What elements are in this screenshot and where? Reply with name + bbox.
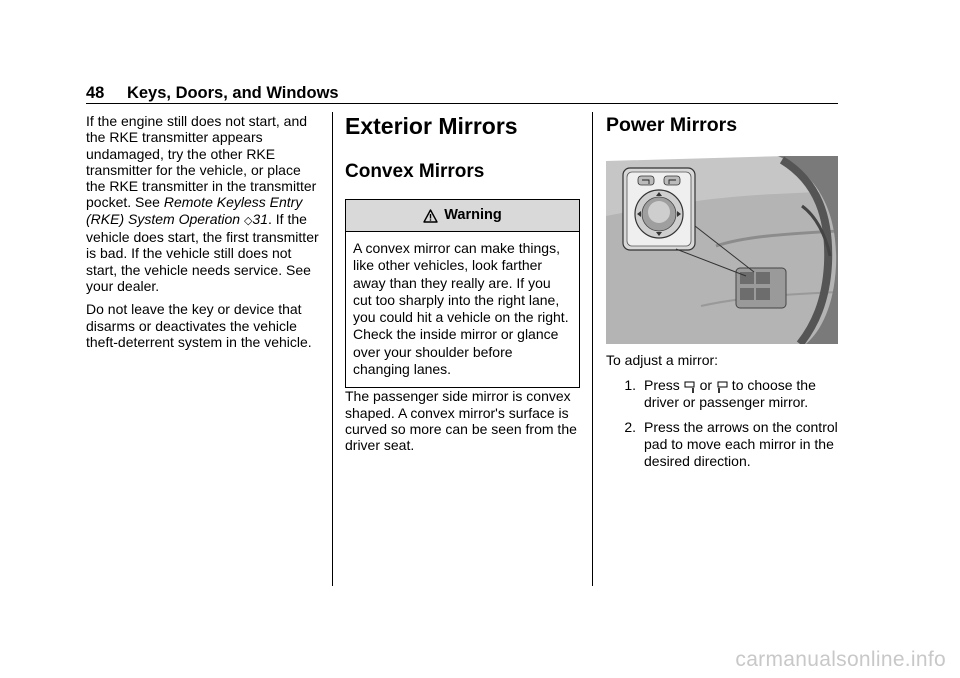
list-item: [606, 377, 841, 411]
power-mirror-control-illustration: [606, 156, 838, 344]
warning-triangle-icon: [423, 209, 438, 223]
page-number: 48: [86, 84, 105, 102]
column-2: [345, 113, 580, 461]
page-header: [86, 84, 339, 103]
column-divider-2: [592, 112, 593, 586]
section-title: Keys, Doors, and Windows: [126, 84, 339, 102]
paragraph-engine-start: If the engine still does not start, and the RKE transmitter appears undamaged, try the other RKE transmitter for the vehicle, or place the RKE transmitter in the transmitter pocket. See Remote Keyless Entry (RKE) System Operation ◇31. If the vehicle does start, the first transmitter is bad. If the vehicle still does not start, the vehicle needs service. See your dealer.: [86, 113, 319, 294]
heading-convex-mirrors: Convex Mirrors: [345, 161, 485, 182]
column-1: [86, 113, 322, 357]
heading-power-mirrors: Power Mirrors: [606, 114, 738, 136]
paragraph-theft-deterrent: Do not leave the key or device that disarms or deactivates the vehicle theft-deterrent system in the vehicle.: [86, 301, 312, 350]
steps-list: [606, 377, 841, 470]
step-text: Press the arrows on the control pad to move each mirror in the desired direction.: [644, 419, 838, 470]
step-number: 2.: [624, 419, 636, 436]
step-number: 1.: [624, 377, 636, 394]
list-item: [606, 419, 841, 470]
column-divider-1: [332, 112, 333, 586]
warning-header: [346, 200, 579, 232]
warning-title: Warning: [444, 207, 502, 224]
right-mirror-select-icon: [716, 380, 728, 394]
header-rule: [86, 103, 838, 104]
column-3: [606, 113, 841, 470]
reference-symbol: ◇: [243, 214, 253, 227]
heading-exterior-mirrors: Exterior Mirrors: [345, 113, 518, 139]
warning-body: A convex mirror can make things, like other vehicles, look farther away than they really are. If you cut too sharply into the right lane, you could hit a vehicle on the right. Check the inside mirror or glance over your shoulder before changing lanes.: [353, 240, 569, 378]
step-text: Press or to choose the driver or passenger mirror.: [644, 377, 816, 411]
cross-reference-link[interactable]: Remote Keyless Entry (RKE) System Operation: [86, 194, 303, 227]
reference-page[interactable]: 31: [252, 210, 268, 227]
watermark: carmanualsonline.info: [735, 648, 946, 671]
intro-adjust-mirror: To adjust a mirror:: [606, 352, 719, 368]
paragraph-convex-mirror: The passenger side mirror is convex shaped. A convex mirror's surface is curved so more can be seen from the driver seat.: [345, 388, 577, 454]
warning-box: [345, 199, 580, 388]
left-mirror-select-icon: [684, 380, 696, 394]
